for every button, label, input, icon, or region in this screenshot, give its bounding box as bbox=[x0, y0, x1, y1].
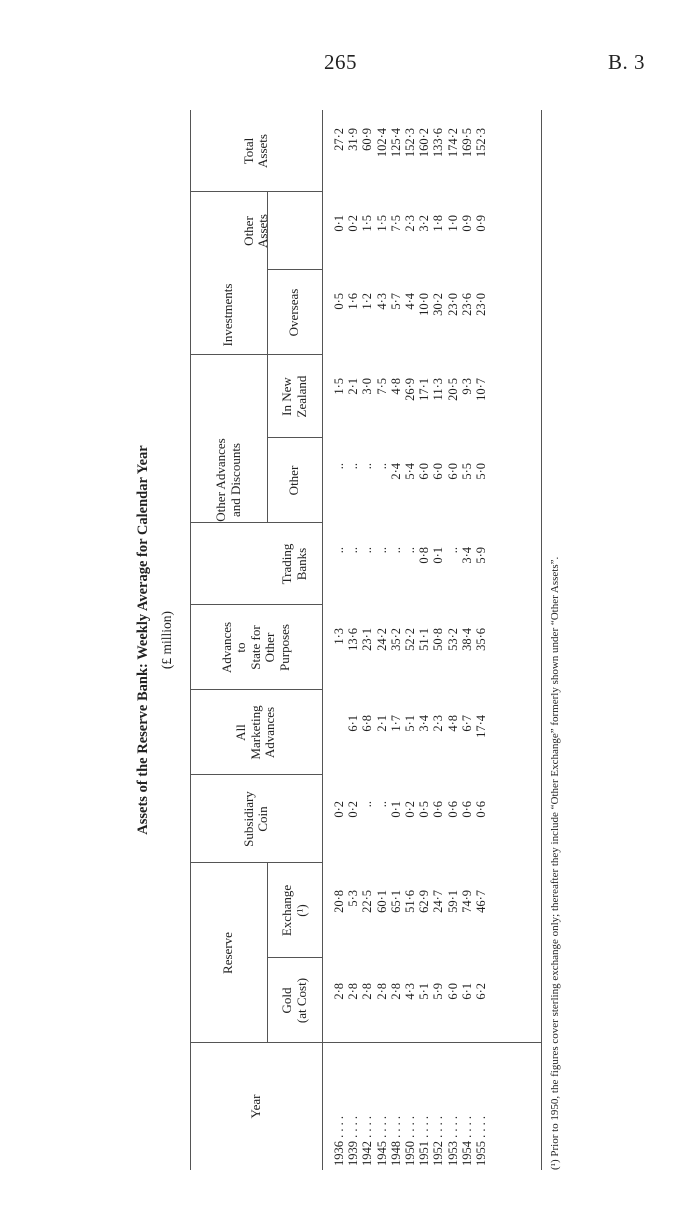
column-exchange: 20·8 5·3 22·5 60·1 65·1 51·6 62·9 24·7 59·1 74·9 46·7 bbox=[332, 890, 489, 913]
header-in-nz: In New Zealand bbox=[279, 375, 309, 418]
header-marketing-advances: All Marketing Advances bbox=[233, 705, 278, 760]
header-investments: Investments bbox=[220, 283, 236, 347]
rotated-table-page bbox=[130, 110, 600, 1170]
column-overseas: 0·5 1·6 1·2 4·3 5·7 4·4 10·0 30·2 23·0 23·6 23·0 bbox=[332, 293, 489, 316]
assets-table bbox=[190, 110, 542, 1170]
page-number: 265 bbox=[324, 50, 357, 74]
header-other-assets: Other Assets bbox=[240, 214, 270, 248]
header-other: Other bbox=[286, 465, 302, 496]
column-gold: 2·8 2·8 2·8 2·8 2·8 4·3 5·1 5·9 6·0 6·1 6·2 bbox=[332, 983, 489, 1000]
header-subsidiary-coin: Subsidiary Coin bbox=[240, 791, 270, 847]
header-reserve: Reserve bbox=[220, 932, 236, 974]
table-bottom-rule bbox=[541, 110, 542, 1170]
header-advances-state: Advances to State for Other Purposes bbox=[218, 621, 292, 674]
column-trading-banks: .. .. .. .. .. .. 0·8 0·1 .. 3·4 5·9 bbox=[332, 547, 489, 564]
header-year: Year bbox=[247, 1094, 263, 1119]
column-year: 1936 . . . . 1939 . . . . 1942 . . . . 1945 . . . . 1948 . . . . 1950 . . . . 1951 . . . . 1952 . . . . 1953 . . . . 1954 . . . . 1955 . . . . bbox=[332, 1116, 489, 1166]
header-exchange: Exchange (¹) bbox=[279, 884, 309, 937]
column-subsidiary-coin: 0·2 0·2 .. .. 0·1 0·2 0·5 0·6 0·6 0·6 0·6 bbox=[332, 801, 489, 818]
table-units: (£ million) bbox=[159, 610, 174, 670]
table-title: Assets of the Reserve Bank: Weekly Average for Calendar Year bbox=[135, 445, 151, 835]
column-in-nz: 1·5 2·1 3·0 7·5 4·8 26·9 17·1 11·3 20·5 9·3 10·7 bbox=[332, 378, 489, 401]
header-other-advances: Other Advances and Discounts bbox=[213, 438, 243, 522]
page-code: B. 3 bbox=[608, 50, 646, 74]
header-total-assets: Total Assets bbox=[240, 134, 270, 168]
header-gold: Gold (at Cost) bbox=[279, 977, 309, 1024]
header-overseas: Overseas bbox=[286, 288, 302, 337]
column-total-assets: 27·2 31·9 60·9 102·4 125·4 152·3 160·2 133·6 174·2 169·5 152·3 bbox=[332, 128, 489, 158]
column-other: .. .. .. .. 2·4 5·4 6·0 6·0 6·0 5·5 5·0 bbox=[332, 463, 489, 480]
column-marketing-advances: 6·1 6·8 2·1 1·7 5·1 3·4 2·3 4·8 6·7 17·4 bbox=[346, 715, 489, 738]
column-other-assets: 0·1 0·2 1·5 1·5 7·5 2·3 3·2 1·8 1·0 0·9 0·9 bbox=[332, 215, 489, 232]
footnote: (¹) Prior to 1950, the figures cover sterling exchange only; thereafter they include “Other Exchange” formerly shown under “Other Assets”. bbox=[549, 556, 561, 1170]
header-trading-banks: Trading Banks bbox=[279, 543, 309, 585]
column-advances-state: 1·3 13·6 23·1 24·2 35·2 52·2 51·1 50·8 53·2 38·4 35·6 bbox=[332, 628, 489, 651]
